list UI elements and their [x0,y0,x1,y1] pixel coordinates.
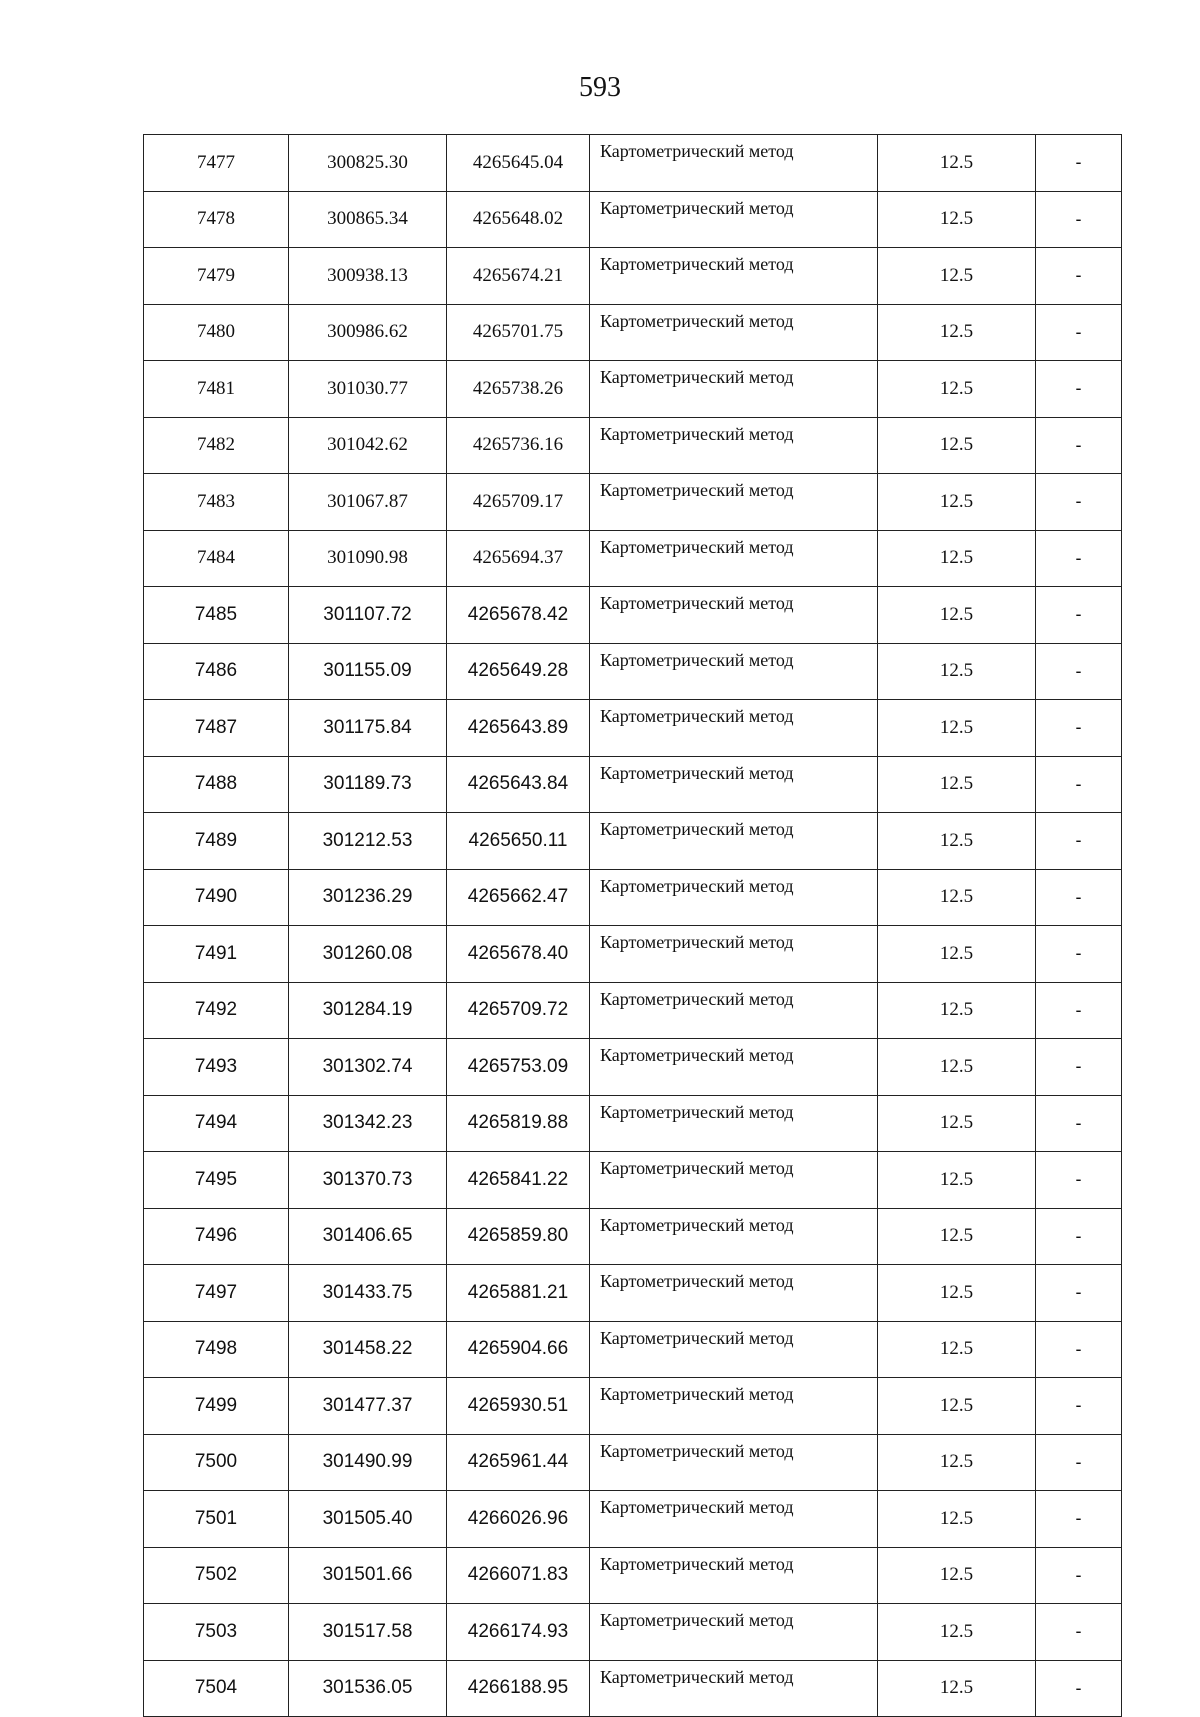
accuracy-cell: 12.5 [878,1208,1036,1265]
accuracy-cell: 12.5 [878,530,1036,587]
point-id-cell: 7493 [144,1039,289,1096]
note-cell: - [1036,191,1122,248]
point-id-cell: 7492 [144,982,289,1039]
method-cell: Картометрический метод [590,1321,878,1378]
table-row [144,191,1122,248]
accuracy-cell: 12.5 [878,700,1036,757]
y-coordinate-cell: 4265709.72 [447,982,590,1039]
note-cell: - [1036,982,1122,1039]
y-coordinate-cell: 4266026.96 [447,1491,590,1548]
table-row [144,1265,1122,1322]
accuracy-cell: 12.5 [878,1491,1036,1548]
method-cell: Картометрический метод [590,587,878,644]
method-cell: Картометрический метод [590,869,878,926]
accuracy-cell: 12.5 [878,643,1036,700]
accuracy-cell: 12.5 [878,135,1036,192]
x-coordinate-cell: 300865.34 [289,191,447,248]
accuracy-cell: 12.5 [878,248,1036,305]
point-id-cell: 7485 [144,587,289,644]
method-cell: Картометрический метод [590,304,878,361]
x-coordinate-cell: 301042.62 [289,417,447,474]
x-coordinate-cell: 301175.84 [289,700,447,757]
point-id-cell: 7491 [144,926,289,983]
y-coordinate-cell: 4265736.16 [447,417,590,474]
table-row [144,1660,1122,1717]
accuracy-cell: 12.5 [878,756,1036,813]
method-cell: Картометрический метод [590,191,878,248]
method-cell: Картометрический метод [590,756,878,813]
table-row [144,248,1122,305]
table-row [144,1547,1122,1604]
x-coordinate-cell: 300938.13 [289,248,447,305]
note-cell: - [1036,1434,1122,1491]
point-id-cell: 7496 [144,1208,289,1265]
table-row [144,417,1122,474]
x-coordinate-cell: 301236.29 [289,869,447,926]
note-cell: - [1036,304,1122,361]
note-cell: - [1036,926,1122,983]
method-cell: Картометрический метод [590,643,878,700]
point-id-cell: 7503 [144,1604,289,1661]
y-coordinate-cell: 4265678.40 [447,926,590,983]
point-id-cell: 7495 [144,1152,289,1209]
table-body [144,135,1122,1717]
x-coordinate-cell: 301517.58 [289,1604,447,1661]
point-id-cell: 7494 [144,1095,289,1152]
table-row [144,530,1122,587]
method-cell: Картометрический метод [590,248,878,305]
x-coordinate-cell: 301477.37 [289,1378,447,1435]
accuracy-cell: 12.5 [878,1547,1036,1604]
method-cell: Картометрический метод [590,135,878,192]
method-cell: Картометрический метод [590,361,878,418]
accuracy-cell: 12.5 [878,982,1036,1039]
note-cell: - [1036,643,1122,700]
y-coordinate-cell: 4265819.88 [447,1095,590,1152]
note-cell: - [1036,361,1122,418]
point-id-cell: 7480 [144,304,289,361]
point-id-cell: 7481 [144,361,289,418]
x-coordinate-cell: 300986.62 [289,304,447,361]
x-coordinate-cell: 301370.73 [289,1152,447,1209]
point-id-cell: 7482 [144,417,289,474]
accuracy-cell: 12.5 [878,1434,1036,1491]
point-id-cell: 7484 [144,530,289,587]
method-cell: Картометрический метод [590,1265,878,1322]
note-cell: - [1036,474,1122,531]
table-row [144,361,1122,418]
note-cell: - [1036,1265,1122,1322]
accuracy-cell: 12.5 [878,417,1036,474]
point-id-cell: 7497 [144,1265,289,1322]
accuracy-cell: 12.5 [878,869,1036,926]
table-row [144,756,1122,813]
y-coordinate-cell: 4265694.37 [447,530,590,587]
table-row [144,869,1122,926]
x-coordinate-cell: 301406.65 [289,1208,447,1265]
x-coordinate-cell: 301302.74 [289,1039,447,1096]
note-cell: - [1036,1604,1122,1661]
table-row [144,1491,1122,1548]
y-coordinate-cell: 4265643.84 [447,756,590,813]
table-row [144,700,1122,757]
point-id-cell: 7500 [144,1434,289,1491]
point-id-cell: 7504 [144,1660,289,1717]
x-coordinate-cell: 301090.98 [289,530,447,587]
method-cell: Картометрический метод [590,1434,878,1491]
y-coordinate-cell: 4265645.04 [447,135,590,192]
accuracy-cell: 12.5 [878,1321,1036,1378]
y-coordinate-cell: 4265881.21 [447,1265,590,1322]
table-row [144,1039,1122,1096]
accuracy-cell: 12.5 [878,1378,1036,1435]
note-cell: - [1036,587,1122,644]
x-coordinate-cell: 301342.23 [289,1095,447,1152]
table-row [144,1208,1122,1265]
note-cell: - [1036,135,1122,192]
x-coordinate-cell: 301501.66 [289,1547,447,1604]
x-coordinate-cell: 301284.19 [289,982,447,1039]
y-coordinate-cell: 4265650.11 [447,813,590,870]
y-coordinate-cell: 4265859.80 [447,1208,590,1265]
accuracy-cell: 12.5 [878,1095,1036,1152]
note-cell: - [1036,1208,1122,1265]
method-cell: Картометрический метод [590,1378,878,1435]
method-cell: Картометрический метод [590,1152,878,1209]
accuracy-cell: 12.5 [878,1604,1036,1661]
note-cell: - [1036,1039,1122,1096]
table-row [144,1604,1122,1661]
y-coordinate-cell: 4266071.83 [447,1547,590,1604]
method-cell: Картометрический метод [590,1039,878,1096]
table-row [144,587,1122,644]
table-row [144,982,1122,1039]
point-id-cell: 7487 [144,700,289,757]
note-cell: - [1036,1547,1122,1604]
x-coordinate-cell: 301458.22 [289,1321,447,1378]
y-coordinate-cell: 4265753.09 [447,1039,590,1096]
point-id-cell: 7502 [144,1547,289,1604]
accuracy-cell: 12.5 [878,1265,1036,1322]
table-row [144,304,1122,361]
y-coordinate-cell: 4265841.22 [447,1152,590,1209]
table-row [144,1434,1122,1491]
x-coordinate-cell: 301067.87 [289,474,447,531]
note-cell: - [1036,1152,1122,1209]
method-cell: Картометрический метод [590,700,878,757]
point-id-cell: 7479 [144,248,289,305]
x-coordinate-cell: 301107.72 [289,587,447,644]
accuracy-cell: 12.5 [878,1660,1036,1717]
x-coordinate-cell: 301505.40 [289,1491,447,1548]
point-id-cell: 7490 [144,869,289,926]
accuracy-cell: 12.5 [878,191,1036,248]
note-cell: - [1036,1660,1122,1717]
method-cell: Картометрический метод [590,1491,878,1548]
table-row [144,1095,1122,1152]
y-coordinate-cell: 4265678.42 [447,587,590,644]
x-coordinate-cell: 301490.99 [289,1434,447,1491]
method-cell: Картометрический метод [590,474,878,531]
method-cell: Картометрический метод [590,530,878,587]
note-cell: - [1036,248,1122,305]
table-row [144,1321,1122,1378]
table-row [144,643,1122,700]
x-coordinate-cell: 301433.75 [289,1265,447,1322]
note-cell: - [1036,869,1122,926]
point-id-cell: 7478 [144,191,289,248]
y-coordinate-cell: 4265662.47 [447,869,590,926]
y-coordinate-cell: 4265738.26 [447,361,590,418]
x-coordinate-cell: 301212.53 [289,813,447,870]
x-coordinate-cell: 301155.09 [289,643,447,700]
note-cell: - [1036,1095,1122,1152]
point-id-cell: 7488 [144,756,289,813]
accuracy-cell: 12.5 [878,1152,1036,1209]
page-number: 593 [579,72,621,103]
x-coordinate-cell: 301030.77 [289,361,447,418]
method-cell: Картометрический метод [590,926,878,983]
note-cell: - [1036,1491,1122,1548]
x-coordinate-cell: 301189.73 [289,756,447,813]
y-coordinate-cell: 4265904.66 [447,1321,590,1378]
note-cell: - [1036,1321,1122,1378]
point-id-cell: 7499 [144,1378,289,1435]
accuracy-cell: 12.5 [878,813,1036,870]
table-row [144,813,1122,870]
note-cell: - [1036,813,1122,870]
y-coordinate-cell: 4265961.44 [447,1434,590,1491]
x-coordinate-cell: 300825.30 [289,135,447,192]
accuracy-cell: 12.5 [878,1039,1036,1096]
method-cell: Картометрический метод [590,1660,878,1717]
accuracy-cell: 12.5 [878,304,1036,361]
accuracy-cell: 12.5 [878,587,1036,644]
table-row [144,474,1122,531]
point-id-cell: 7489 [144,813,289,870]
method-cell: Картометрический метод [590,813,878,870]
y-coordinate-cell: 4265643.89 [447,700,590,757]
point-id-cell: 7501 [144,1491,289,1548]
method-cell: Картометрический метод [590,1547,878,1604]
table-row [144,1152,1122,1209]
y-coordinate-cell: 4265709.17 [447,474,590,531]
note-cell: - [1036,700,1122,757]
coordinates-table [143,134,1122,1717]
accuracy-cell: 12.5 [878,361,1036,418]
point-id-cell: 7486 [144,643,289,700]
x-coordinate-cell: 301260.08 [289,926,447,983]
note-cell: - [1036,756,1122,813]
y-coordinate-cell: 4266174.93 [447,1604,590,1661]
method-cell: Картометрический метод [590,417,878,474]
note-cell: - [1036,417,1122,474]
method-cell: Картометрический метод [590,982,878,1039]
point-id-cell: 7498 [144,1321,289,1378]
y-coordinate-cell: 4265701.75 [447,304,590,361]
x-coordinate-cell: 301536.05 [289,1660,447,1717]
table-row [144,135,1122,192]
note-cell: - [1036,530,1122,587]
method-cell: Картометрический метод [590,1604,878,1661]
point-id-cell: 7477 [144,135,289,192]
y-coordinate-cell: 4265674.21 [447,248,590,305]
y-coordinate-cell: 4266188.95 [447,1660,590,1717]
y-coordinate-cell: 4265649.28 [447,643,590,700]
table-row [144,1378,1122,1435]
method-cell: Картометрический метод [590,1208,878,1265]
accuracy-cell: 12.5 [878,474,1036,531]
note-cell: - [1036,1378,1122,1435]
y-coordinate-cell: 4265648.02 [447,191,590,248]
accuracy-cell: 12.5 [878,926,1036,983]
y-coordinate-cell: 4265930.51 [447,1378,590,1435]
method-cell: Картометрический метод [590,1095,878,1152]
table-row [144,926,1122,983]
point-id-cell: 7483 [144,474,289,531]
